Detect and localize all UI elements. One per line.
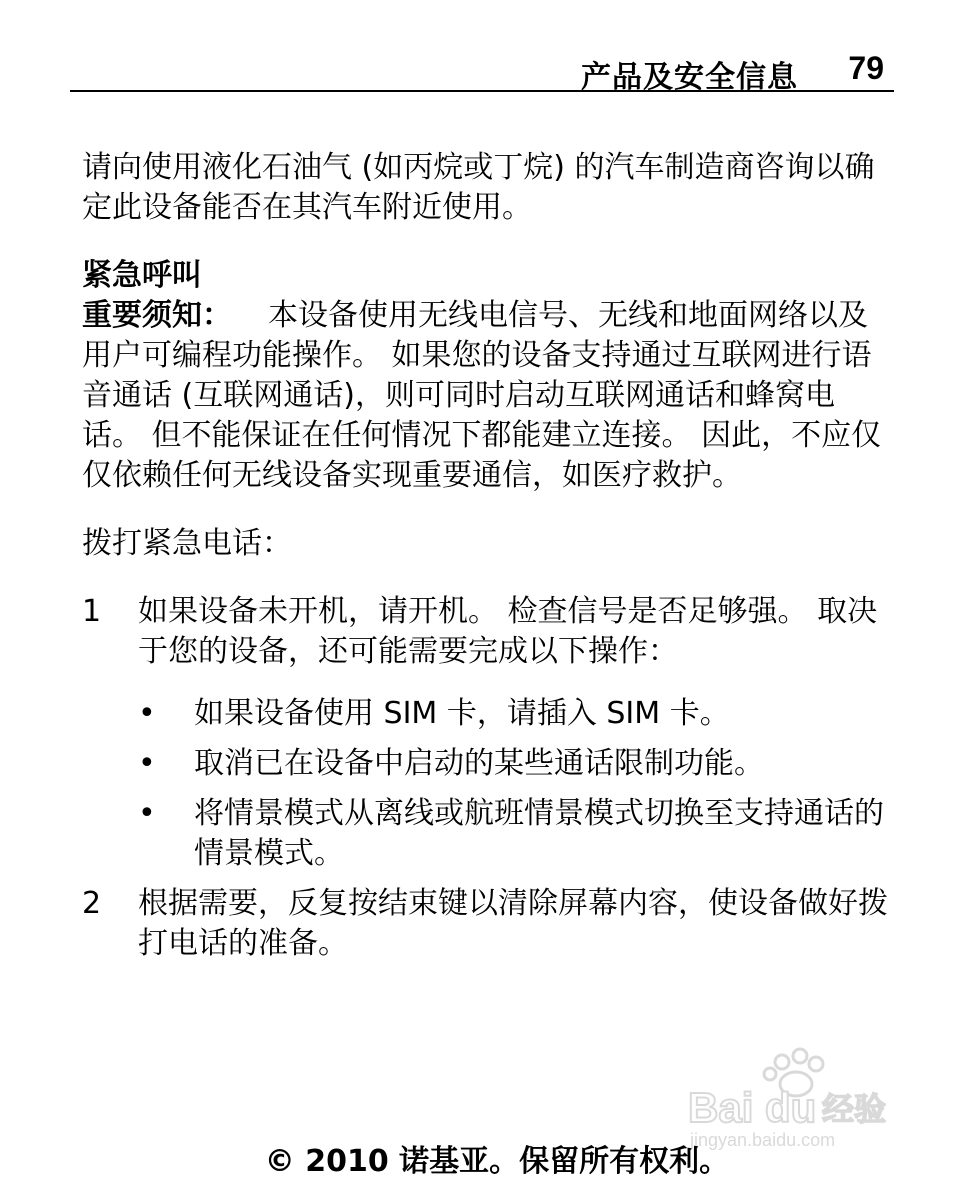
bullet-icon: • <box>138 696 156 731</box>
intro-paragraph: 请向使用液化石油气 (如丙烷或丁烷) 的汽车制造商咨询以确定此设备能否在其汽车附近使用。 <box>82 150 875 225</box>
step-2 <box>82 884 892 964</box>
watermark-brand: Bai du <box>688 1084 817 1131</box>
bullet-text: 将情景模式从离线或航班情景模式切换至支持通话的情景模式。 <box>194 796 884 871</box>
step-text: 如果设备未开机，请开机。 检查信号是否足够强。 取决于您的设备，还可能需要完成以下操作： <box>138 594 878 669</box>
list-item <box>138 794 892 874</box>
page-footer <box>0 1136 964 1180</box>
list-item <box>138 694 892 734</box>
step-number: 2 <box>82 886 102 921</box>
step-text: 根据需要，反复按结束键以清除屏幕内容，使设备做好拨打电话的准备。 <box>138 886 888 961</box>
notice-label: 重要须知： <box>82 298 232 333</box>
step-number: 1 <box>82 594 102 629</box>
notice-paragraph <box>82 296 892 496</box>
bullet-text: 取消已在设备中启动的某些通话限制功能。 <box>194 746 764 781</box>
notice-text: 本设备使用无线电信号、无线和地面网络以及用户可编程功能操作。 如果您的设备支持通过互联网进行语音通话 (互联网通话)，则可同时启动互联网通话和蜂窝电话。 但不能保证在任何情况下都能建立连接。 因此，不应仅仅依赖任何无线设备实现重要通信，如医疗救护。 <box>82 298 882 493</box>
page-number: 79 <box>848 50 884 86</box>
page-header <box>70 46 894 95</box>
copyright-text: © 2010 诺基亚。保留所有权利。 <box>264 1144 730 1179</box>
watermark-url: jingyan.baidu.com <box>690 1130 836 1150</box>
watermark-suffix: 经验 <box>822 1090 887 1128</box>
bullet-text: 如果设备使用 SIM 卡，请插入 SIM 卡。 <box>194 696 730 731</box>
bullet-icon: • <box>138 796 156 831</box>
step-1 <box>82 592 892 672</box>
header-title: 产品及安全信息 <box>581 60 798 95</box>
list-item <box>138 744 892 784</box>
dial-intro: 拨打紧急电话： <box>82 526 292 561</box>
section-heading: 紧急呼叫 <box>82 258 202 293</box>
page-content <box>82 148 892 964</box>
step-1-bullets <box>82 694 892 874</box>
bullet-icon: • <box>138 746 156 781</box>
